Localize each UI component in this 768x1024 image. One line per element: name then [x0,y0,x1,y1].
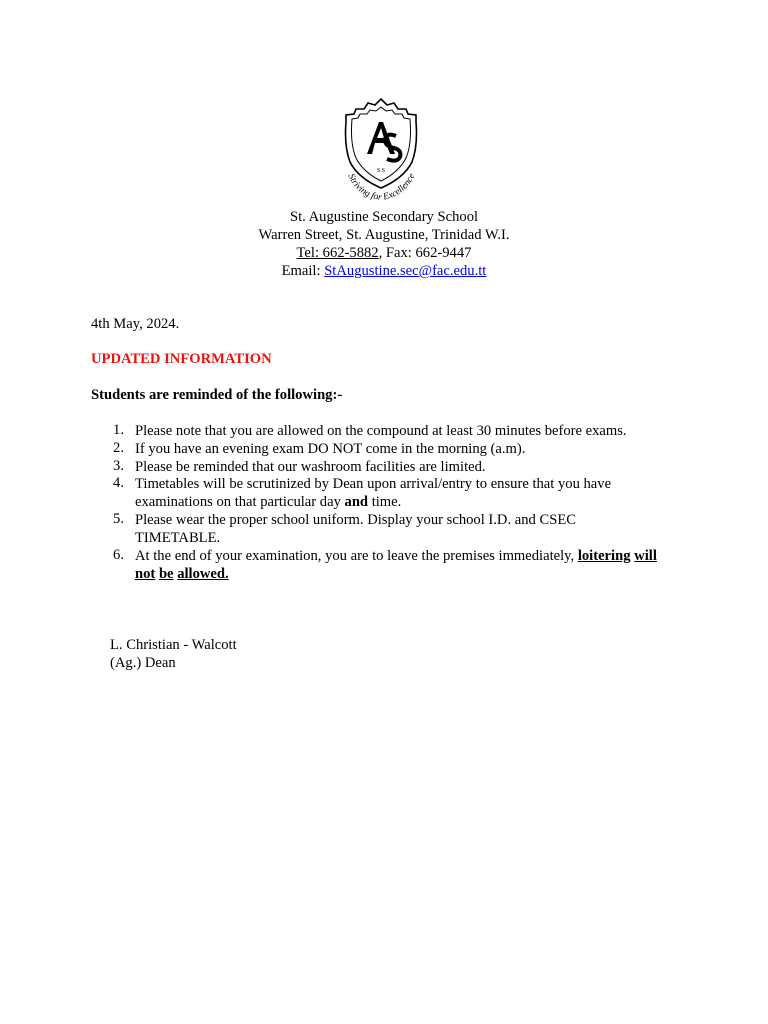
telephone: Tel: 662-5882 [296,245,379,261]
item-number: 5. [113,511,124,527]
item-number: 6. [113,547,124,563]
warning-word: be [158,566,174,582]
item-number: 2. [113,440,124,456]
item-text: Please note that you are allowed on the compound at least 30 minutes before exams. [135,423,627,439]
item-text: At the end of your examination, you are to leave the premises immediately, loitering will not be allowed. [135,548,657,582]
warning-word: will [634,548,657,564]
crest-small-letters: S S [376,168,386,174]
warning-word: not [135,566,156,582]
school-address: Warren Street, St. Augustine, Trinidad W.I. [258,227,510,243]
item-number: 3. [113,458,124,474]
item-text: Timetables will be scrutinized by Dean upon arrival/entry to ensure that you have examinations on that particular day and time. [135,476,612,510]
fax: , Fax: 662-9447 [378,245,472,261]
item-text: Please be reminded that our washroom facilities are limited. [135,459,486,475]
email-label: Email: [281,263,325,279]
emphasis-and: and [344,494,369,510]
letterhead [0,208,768,280]
letter-date: 4th May, 2024. [91,316,180,332]
item-number: 1. [113,422,124,438]
item-number: 4. [113,475,124,491]
crest-motto: Striving for Excellence [345,171,418,204]
school-crest-logo [334,96,428,204]
contact-line [0,244,768,262]
item-text: If you have an evening exam DO NOT come in the morning (a.m). [135,441,526,457]
email-link[interactable]: StAugustine.sec@fac.edu.tt [324,263,487,279]
warning-word: loitering [577,548,631,564]
item-text: Please wear the proper school uniform. Display your school I.D. and CSEC TIMETABLE. [135,512,576,546]
intro-line: Students are reminded of the following:- [91,387,343,403]
email-line [0,262,768,280]
notice-title: UPDATED INFORMATION [91,351,272,367]
signature-name: L. Christian - Walcott [110,637,237,653]
signature-title: (Ag.) Dean [110,655,176,671]
warning-word: allowed. [177,566,229,582]
school-name: St. Augustine Secondary School [289,209,479,225]
